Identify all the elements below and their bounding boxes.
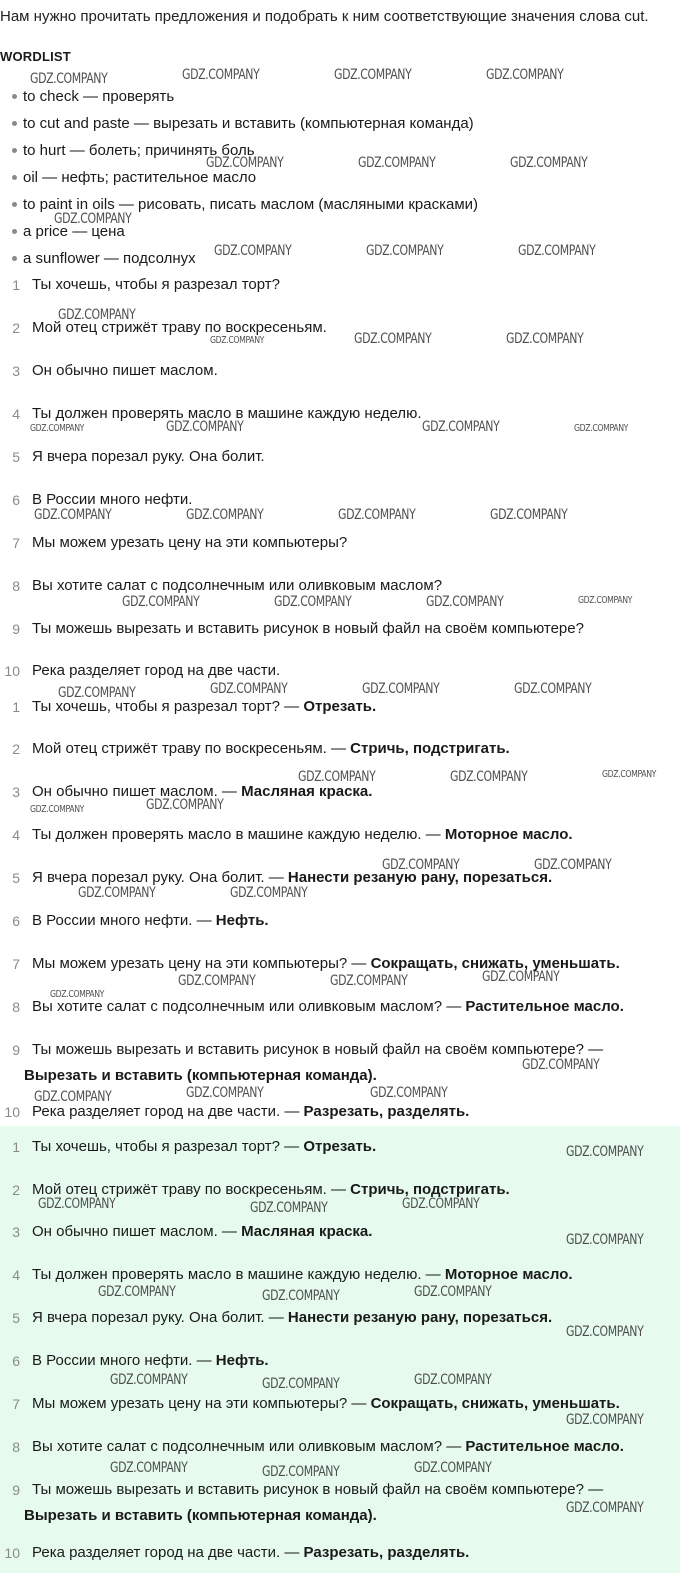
watermark: GDZ.COMPANY [30,71,108,87]
watermark: GDZ.COMPANY [298,769,376,785]
bullet-icon [12,121,17,126]
watermark: GDZ.COMPANY [414,1460,492,1476]
watermark: GDZ.COMPANY [566,1412,644,1428]
watermark: GDZ.COMPANY [262,1288,340,1304]
watermark: GDZ.COMPANY [426,594,504,610]
watermark: GDZ.COMPANY [566,1324,644,1340]
watermark: GDZ.COMPANY [370,1085,448,1101]
watermark: GDZ.COMPANY [486,67,564,83]
watermark: GDZ.COMPANY [58,307,136,323]
watermark: GDZ.COMPANY [186,1085,264,1101]
watermark: GDZ.COMPANY [514,681,592,697]
watermark: GDZ.COMPANY [210,335,265,346]
watermark: GDZ.COMPANY [250,1200,328,1216]
watermark: GDZ.COMPANY [450,769,528,785]
watermark: GDZ.COMPANY [110,1372,188,1388]
bullet-icon [12,202,17,207]
intro-text: Нам нужно прочитать предложения и подобрать к ним соответствующие значения слова cut. [0,8,649,25]
watermark: GDZ.COMPANY [34,507,112,523]
watermark: GDZ.COMPANY [566,1500,644,1516]
watermark: GDZ.COMPANY [178,973,256,989]
watermark: GDZ.COMPANY [274,594,352,610]
watermark: GDZ.COMPANY [54,211,132,227]
wordlist-item: to hurt — болеть; причинять боль [12,141,255,161]
watermark: GDZ.COMPANY [30,804,85,815]
bullet-icon [12,94,17,99]
wordlist-item: oil — нефть; растительное масло [12,168,256,188]
watermark: GDZ.COMPANY [122,594,200,610]
bullet-icon [12,148,17,153]
watermark: GDZ.COMPANY [482,969,560,985]
watermark: GDZ.COMPANY [98,1284,176,1300]
watermark: GDZ.COMPANY [354,331,432,347]
watermark: GDZ.COMPANY [230,885,308,901]
watermark: GDZ.COMPANY [330,973,408,989]
watermark: GDZ.COMPANY [414,1284,492,1300]
watermark: GDZ.COMPANY [362,681,440,697]
wordlist-item: to paint in oils — рисовать, писать маслом (масляными красками) [12,195,478,215]
watermark: GDZ.COMPANY [566,1144,644,1160]
watermark: GDZ.COMPANY [602,769,657,780]
watermark: GDZ.COMPANY [534,857,612,873]
bullet-icon [12,256,17,261]
watermark: GDZ.COMPANY [566,1232,644,1248]
watermark: GDZ.COMPANY [58,685,136,701]
watermark: GDZ.COMPANY [50,989,105,1000]
watermark: GDZ.COMPANY [34,1089,112,1105]
watermark: GDZ.COMPANY [262,1376,340,1392]
watermark: GDZ.COMPANY [30,423,85,434]
wordlist-item: a price — цена [12,222,125,242]
bullet-icon [12,175,17,180]
watermark: GDZ.COMPANY [166,419,244,435]
watermark: GDZ.COMPANY [506,331,584,347]
watermark: GDZ.COMPANY [110,1460,188,1476]
bullet-icon [12,229,17,234]
wordlist-item: to check — проверять [12,87,174,107]
watermark: GDZ.COMPANY [182,67,260,83]
watermark: GDZ.COMPANY [402,1196,480,1212]
watermark: GDZ.COMPANY [214,243,292,259]
watermark: GDZ.COMPANY [186,507,264,523]
watermark: GDZ.COMPANY [146,797,224,813]
watermark: GDZ.COMPANY [38,1196,116,1212]
watermark: GDZ.COMPANY [578,595,633,606]
watermark: GDZ.COMPANY [510,155,588,171]
watermark: GDZ.COMPANY [518,243,596,259]
wordlist-item: to cut and paste — вырезать и вставить (компьютерная команда) [12,114,474,134]
watermark: GDZ.COMPANY [366,243,444,259]
watermark: GDZ.COMPANY [338,507,416,523]
wordlist-heading: WORDLIST [0,49,71,64]
watermark: GDZ.COMPANY [334,67,412,83]
watermark: GDZ.COMPANY [522,1057,600,1073]
watermark: GDZ.COMPANY [382,857,460,873]
watermark: GDZ.COMPANY [78,885,156,901]
watermark: GDZ.COMPANY [206,155,284,171]
watermark: GDZ.COMPANY [422,419,500,435]
watermark: GDZ.COMPANY [358,155,436,171]
watermark: GDZ.COMPANY [574,423,629,434]
watermark: GDZ.COMPANY [262,1464,340,1480]
watermark: GDZ.COMPANY [414,1372,492,1388]
wordlist-item: a sunflower — подсолнух [12,249,196,269]
watermark: GDZ.COMPANY [210,681,288,697]
watermark: GDZ.COMPANY [490,507,568,523]
